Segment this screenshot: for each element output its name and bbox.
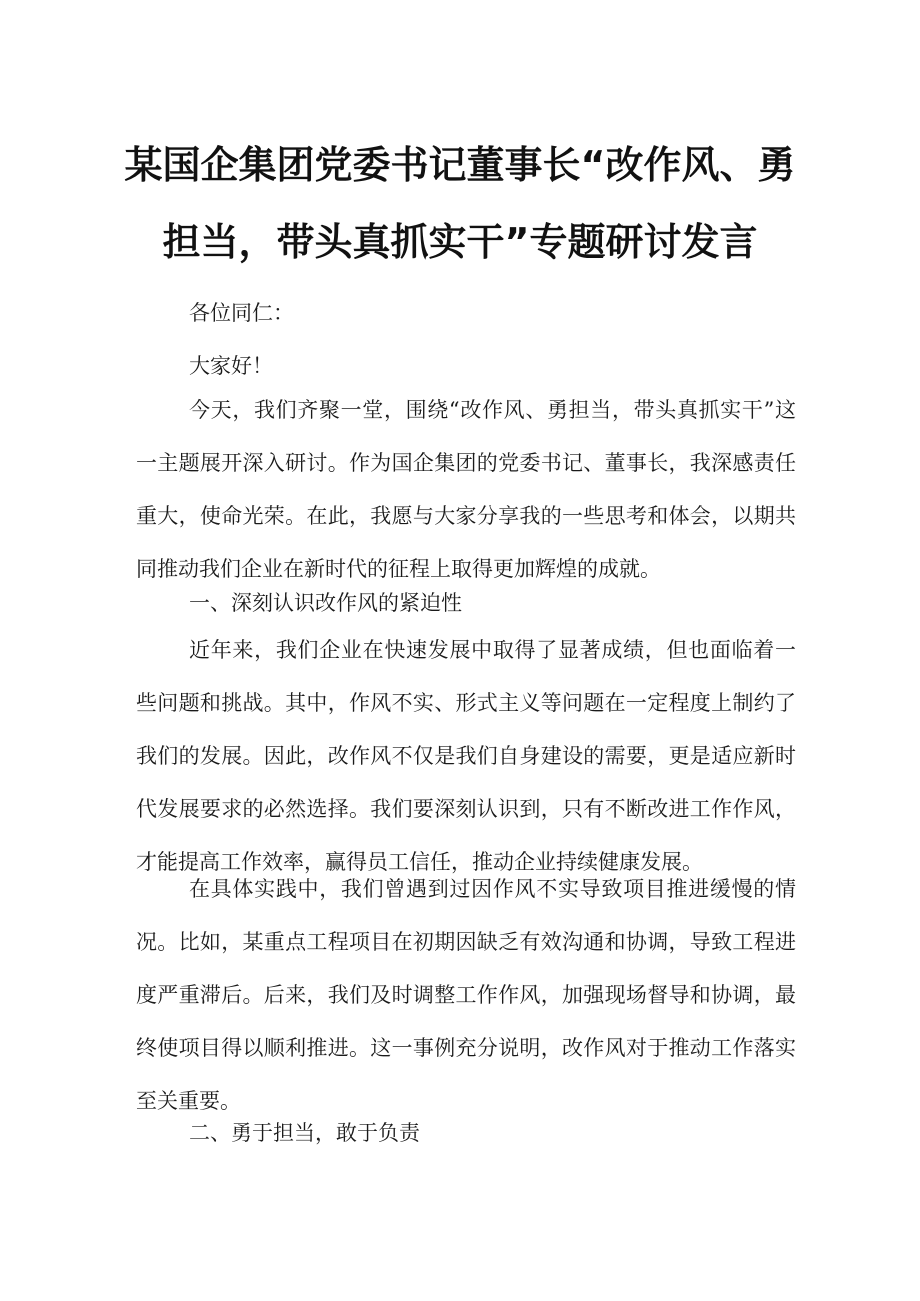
title-line-1: 某国企集团党委书记董事长“改作风、勇	[124, 143, 796, 187]
paragraph-intro: 今天，我们齐聚一堂，围绕“改作风、勇担当，带头真抓实干”这一主题展开深入研讨。作为国企集团的党委书记、董事长，我深感责任重大，使命光荣。在此，我愿与大家分享我的一些思考和体会，以期共同推动我们企业在新时代的征程上取得更加辉煌的成就。	[136, 398, 796, 581]
greeting: 大家好！	[189, 354, 273, 378]
title-line-2: 担当，带头真抓实干”专题研讨发言	[162, 220, 758, 264]
salutation: 各位同仁：	[189, 301, 294, 325]
section-heading-2: 二、勇于担当，敢于负责	[189, 1121, 420, 1145]
section-heading-1: 一、深刻认识改作风的紧迫性	[189, 591, 462, 615]
paragraph-example: 在具体实践中，我们曾遇到过因作风不实导致项目推进缓慢的情况。比如，某重点工程项目在初期因缺乏有效沟通和协调，导致工程进度严重滞后。后来，我们及时调整工作作风，加强现场督导和协调，最终使项目得以顺利推进。这一事例充分说明，改作风对于推动工作落实至关重要。	[136, 877, 796, 1113]
paragraph-urgency: 近年来，我们企业在快速发展中取得了显著成绩，但也面临着一些问题和挑战。其中，作风不实、形式主义等问题在一定程度上制约了我们的发展。因此，改作风不仅是我们自身建设的需要，更是适应新时代发展要求的必然选择。我们要深刻认识到，只有不断改进工作作风，才能提高工作效率，赢得员工信任，推动企业持续健康发展。	[136, 638, 796, 874]
